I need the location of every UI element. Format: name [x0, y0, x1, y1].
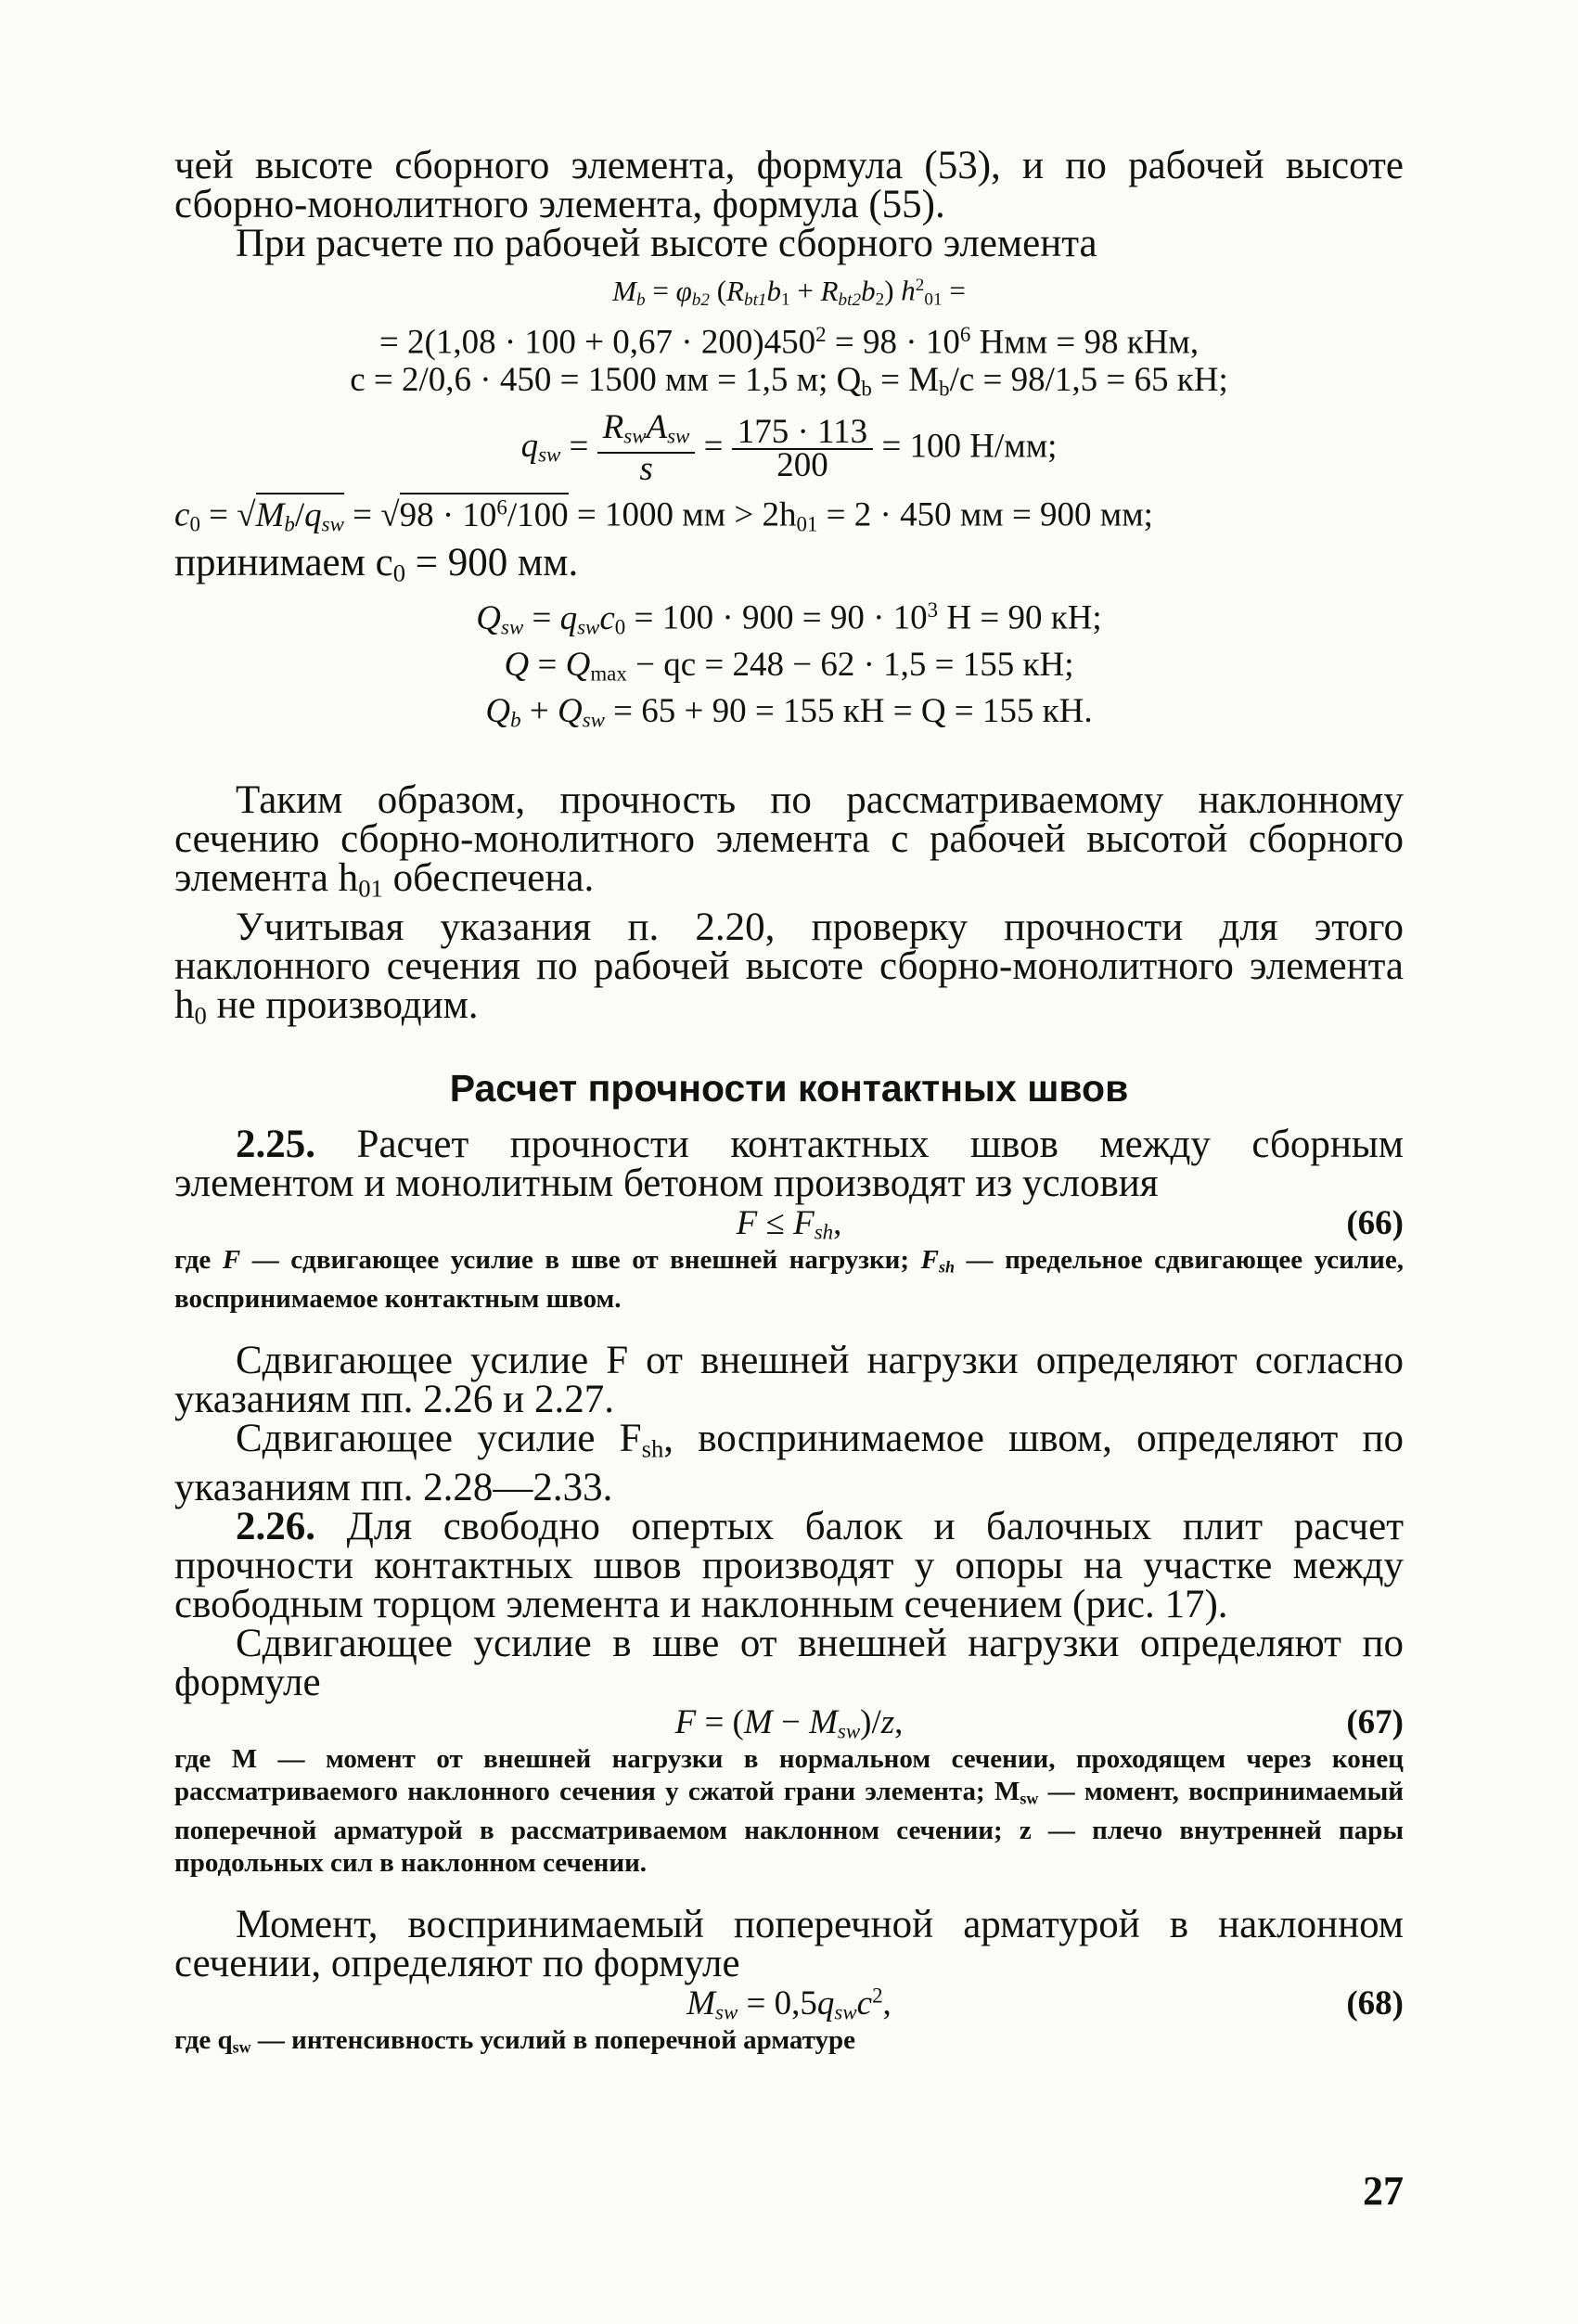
- fraction-rsw: $\frac{R_{sw}A_{sw}}{s}$: [597, 412, 696, 486]
- formula-qsw: $q_{sw}$ = $\frac{R_{sw}A_{sw}}{s}$ = $\frac{175 \cdot 113}{200}$ = 100 Н/мм;: [520, 407, 1058, 489]
- paragraph-reference: Учитывая указания п. 2.20, проверку прочности для этого наклонного сечения по рабочей высоте сборно-монолитного элемента $h_0$ не производим.: [174, 905, 1404, 1030]
- paragraph-shear-limit: Сдвигающее усилие $F_{sh}$, воспринимаемое швом, определяют по указаниям пп. 2.28—2.33.: [174, 1417, 1404, 1509]
- section-heading: Расчет прочности контактных швов: [449, 1066, 1129, 1110]
- formula-sum: $Q_b + Q_{sw} = 65 + 90 = 155$ кН = Q = 155 кН.: [485, 691, 1093, 732]
- formula-c: c = 2/0,6 · 450 = 1500 мм = 1,5 м; $Q_b = M_b/c = 98/1,5 = 65$ кН;: [350, 360, 1228, 401]
- equation-67: $F = (M - M_{sw})/z$, (67): [674, 1702, 1404, 1743]
- paragraph-conclusion: Таким образом, прочность по рассматриваемому наклонному сечению сборно-монолитного элемента с рабочей высотой сборного элемента $h_{01}$ обеспечена.: [174, 778, 1404, 903]
- formula-qsw-force: $Q_{sw} = q_{sw}c_0 = 100 \cdot 900 = 90 \cdot 10^3$ H = 90 кН;: [476, 598, 1102, 639]
- note-67: где M — момент от внешней нагрузки в нормальном сечении, проходящем через конец рассматриваемого наклонного сечения у сжатой грани элемента; $M_{sw}$ — момент, воспринимаемый поперечной арматурой в рассматриваемом наклонном сечении; z — плечо внутренней пары продольных сил в наклонном сечении.: [174, 1743, 1404, 1879]
- formula-q: $Q = Q_{max}$ − qc = 248 − 62 · 1,5 = 155 кН;: [504, 645, 1074, 686]
- formula-mb: $M_b = \varphi_{b2}$ $(R_{bt1}b_1 + R_{bt2}b_2) h^2_{01}$ =: [612, 274, 966, 310]
- fraction-values: $\frac{175 \cdot 113}{200}$: [732, 417, 873, 481]
- paragraph-calc-intro: При расчете по рабочей высоте сборного элемента: [236, 222, 1097, 265]
- paragraph-2-25: 2.25. Расчет прочности контактных швов между сборным элементом и монолитным бетоном производят из условия: [174, 1122, 1404, 1205]
- paragraph-shear-force: Сдвигающее усилие F от внешней нагрузки определяют согласно указаниям пп. 2.26 и 2.27.: [174, 1339, 1404, 1422]
- formula-c0: $c_0 = √M_b/q_{sw} = √98 \cdot 10^6/100 = 1000$ мм > $2h_{01} = 2 \cdot 450$ мм = 900 мм;: [174, 489, 1404, 543]
- formula-mb-value: = $2(1,08 \cdot 100 + 0,67 \cdot 200)450^2 = 98 \cdot 10^6$ Нмм = 98 кНм,: [378, 323, 1200, 362]
- equation-68: $M_{sw} = 0,5q_{sw}c^2$, (68): [686, 1984, 1404, 2024]
- note-66: где F — сдвигающее усилие в шве от внешней нагрузки; $F_{sh}$ — предельное сдвигающее усилие, воспринимаемое контактным швом.: [174, 1244, 1404, 1315]
- text-column: [174, 144, 1404, 2064]
- equation-66: $F \le F_{sh}$, (66): [736, 1203, 1404, 1244]
- paragraph-accept: принимаем $c_0 = 900$ мм.: [174, 540, 579, 587]
- page-number: 27: [1363, 2168, 1404, 2214]
- paragraph-continuation: чей высоте сборного элемента, формула (53), и по рабочей высоте сборно-монолитного элемента, формула (55).: [174, 144, 1404, 226]
- paragraph-moment: Момент, воспринимаемый поперечной арматурой в наклонном сечении, определяют по формуле: [174, 1903, 1404, 1986]
- paragraph-2-26: 2.26. Для свободно опертых балок и балочных плит расчет прочности контактных швов производят у опоры на участке между свободным торцом элемента и наклонным сечением (рис. 17).: [174, 1504, 1404, 1626]
- paragraph-formula-intro: Сдвигающее усилие в шве от внешней нагрузки определяют по формуле: [174, 1621, 1404, 1704]
- note-68: где $q_{sw}$ — интенсивность усилий в поперечной арматуре: [174, 2025, 856, 2057]
